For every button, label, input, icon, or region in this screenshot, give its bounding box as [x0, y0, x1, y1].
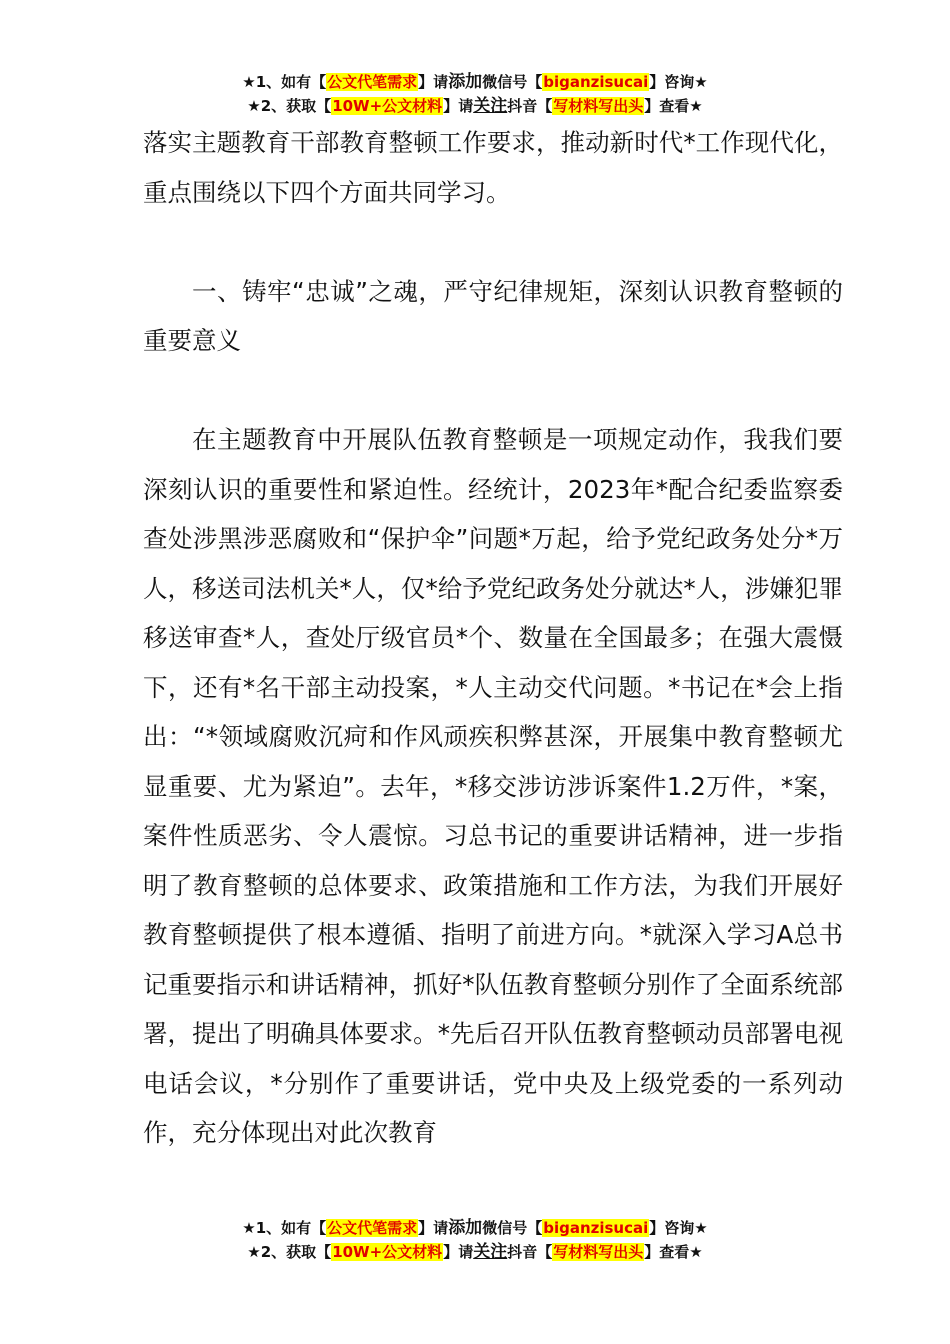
highlight-label: 10W+公文材料 [332, 1243, 443, 1261]
highlight-label: 公文代笔需求 [327, 73, 418, 91]
paragraph-spacer [143, 366, 843, 416]
banner-text: ★1、如有【 [242, 1219, 327, 1237]
banner-text: 】请 [418, 73, 449, 91]
banner-text: 微信号【 [482, 1219, 543, 1237]
banner-emphasis: 关注 [473, 1242, 508, 1262]
banner-text: 】查看★ [644, 97, 703, 115]
banner-emphasis: 添加 [448, 1218, 483, 1238]
paragraph-intro: 落实主题教育干部教育整顿工作要求，推动新时代*工作现代化，重点围绕以下四个方面共同学习。 [143, 128, 843, 207]
highlight-label: 10W+公文材料 [332, 97, 443, 115]
highlight-label: 公文代笔需求 [327, 1219, 418, 1237]
banner-emphasis: 添加 [448, 72, 483, 92]
document-body [143, 118, 843, 1158]
douyin-account-label: 写材料写出头 [553, 97, 644, 115]
banner-text: ★2、获取【 [247, 97, 332, 115]
banner-text: 抖音【 [507, 97, 553, 115]
banner-line-2 [0, 1240, 950, 1264]
wechat-id-label: biganzisucai [543, 1219, 649, 1237]
banner-line-1 [0, 1216, 950, 1240]
banner-line-2 [0, 94, 950, 118]
douyin-account-label: 写材料写出头 [553, 1243, 644, 1261]
paragraph-spacer [143, 217, 843, 267]
banner-text: 】咨询★ [649, 1219, 708, 1237]
header-banner [0, 70, 950, 118]
banner-text: 】咨询★ [649, 73, 708, 91]
banner-text: 】请 [443, 1243, 474, 1261]
banner-text: ★2、获取【 [247, 1243, 332, 1261]
banner-text: 微信号【 [482, 73, 543, 91]
paragraph-body: 在主题教育中开展队伍教育整顿是一项规定动作，我我们要深刻认识的重要性和紧迫性。经统计，2023年*配合纪委监察委查处涉黑涉恶腐败和“保护伞”问题*万起，给予党纪政务处分*万人，移送司法机关*人，仅*给予党纪政务处分就达*人，涉嫌犯罪移送审查*人，查处厅级官员*个、数量在全国最多；在强大震慑下，还有*名干部主动投案，*人主动交代问题。*书记在*会上指出：“*领域腐败沉疴和作风顽疾积弊甚深，开展集中教育整顿尤显重要、尤为紧迫”。去年，*移交涉访涉诉案件1.2万件，*案，案件性质恶劣、令人震惊。习总书记的重要讲话精神，进一步指明了教育整顿的总体要求、政策措施和工作方法，为我们开展好教育整顿提供了根本遵循、指明了前进方向。*就深入学习A总书记重要指示和讲话精神，抓好*队伍教育整顿分别作了全面系统部署，提出了明确具体要求。*先后召开队伍教育整顿动员部署电视电话会议，*分别作了重要讲话，党中央及上级党委的一系列动作，充分体现出对此次教育 [143, 425, 843, 1147]
banner-text: 抖音【 [507, 1243, 553, 1261]
banner-emphasis: 关注 [473, 96, 508, 116]
section-heading: 一、铸牢“忠诚”之魂，严守纪律规矩，深刻认识教育整顿的重要意义 [143, 276, 843, 355]
banner-text: 】请 [443, 97, 474, 115]
banner-text: ★1、如有【 [242, 73, 327, 91]
wechat-id-label: biganzisucai [543, 73, 649, 91]
banner-line-1 [0, 70, 950, 94]
banner-text: 】请 [418, 1219, 449, 1237]
footer-banner [0, 1216, 950, 1264]
banner-text: 】查看★ [644, 1243, 703, 1261]
